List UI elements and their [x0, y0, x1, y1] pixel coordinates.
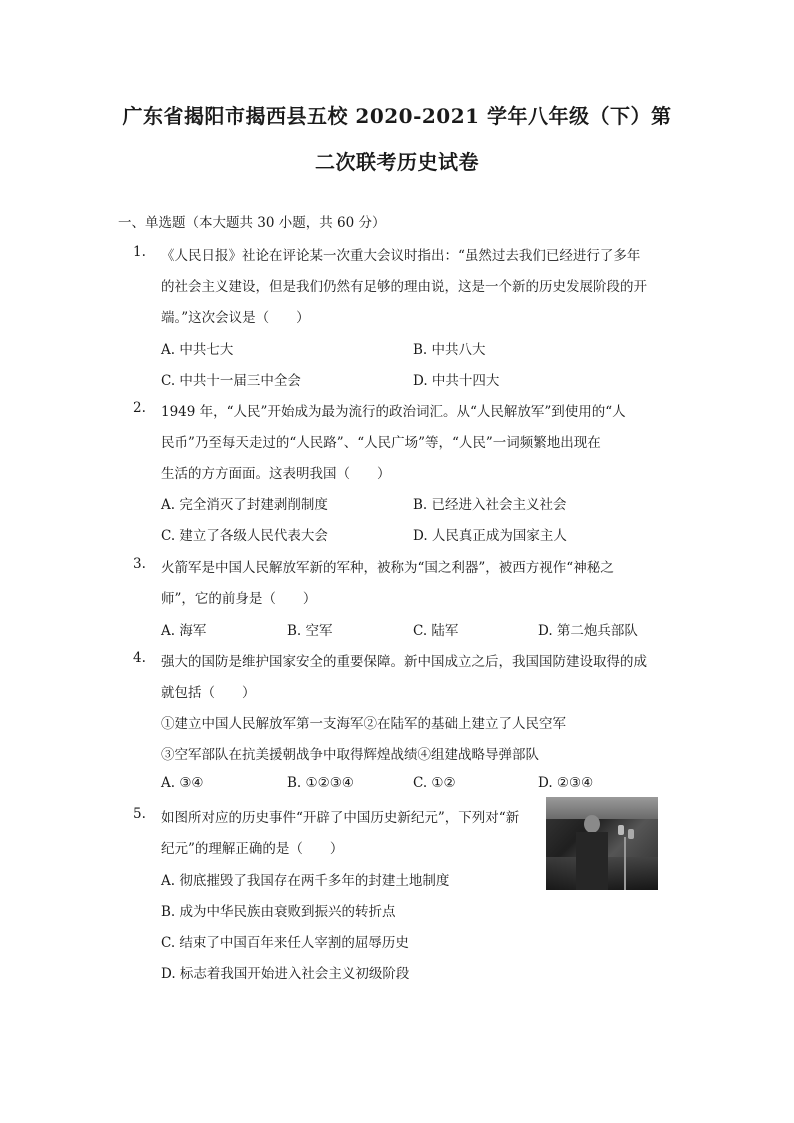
option-c: C. 结束了中国百年来任人宰割的屈辱历史	[161, 935, 409, 951]
option-c: C. ①②	[413, 775, 456, 791]
exam-title-line-2: 二次联考历史试卷	[315, 150, 479, 174]
option-a: A. 彻底摧毁了我国存在两千多年的封建土地制度	[161, 873, 450, 889]
question-text-line: 民币”乃至每天走过的“人民路”、“人民广场”等，“人民”一词频繁地出现在	[161, 435, 601, 451]
option-d: D. 第二炮兵部队	[538, 623, 638, 639]
question-text-line: 就包括（ ）	[161, 685, 256, 701]
question-text-line: 强大的国防是维护国家安全的重要保障。新中国成立之后，我国国防建设取得的成	[161, 654, 647, 670]
microphone-icon	[618, 825, 624, 835]
option-b: B. 已经进入社会主义社会	[413, 497, 567, 513]
question-text-line: 端。”这次会议是（ ）	[161, 310, 310, 326]
option-b: B. ①②③④	[287, 775, 354, 791]
question-number: 5.	[133, 806, 146, 822]
option-b: B. 成为中华民族由衰败到振兴的转折点	[161, 904, 396, 920]
question-number: 4.	[133, 650, 146, 666]
question-text-line: 《人民日报》社论在评论某一次重大会议时指出：“虽然过去我们已经进行了多年	[161, 248, 641, 264]
question-text-line: 生活的方方面面。这表明我国（ ）	[161, 466, 391, 482]
option-c: C. 陆军	[413, 623, 459, 639]
question-text-line: 的社会主义建设，但是我们仍然有足够的理由说，这是一个新的历史发展阶段的开	[161, 279, 647, 295]
question-text-line: 师”，它的前身是（ ）	[161, 591, 317, 607]
option-a: A. 中共七大	[161, 342, 234, 358]
option-d: D. 标志着我国开始进入社会主义初级阶段	[161, 966, 410, 982]
historical-photo	[546, 797, 658, 890]
question-number: 3.	[133, 556, 146, 572]
microphone-icon	[628, 829, 634, 839]
option-d: D. 人民真正成为国家主人	[413, 528, 567, 544]
photo-speaker-head	[584, 815, 600, 833]
question-text-line: 纪元”的理解正确的是（ ）	[161, 841, 344, 857]
question-number: 2.	[133, 400, 146, 416]
option-b: B. 空军	[287, 623, 333, 639]
photo-sky	[546, 797, 658, 819]
photo-microphone-stand	[624, 837, 626, 890]
question-number: 1.	[133, 244, 146, 260]
question-text-line: 1949 年，“人民”开始成为最为流行的政治词汇。从“人民解放军”到使用的“人	[161, 404, 626, 420]
option-a: A. 完全消灭了封建剥削制度	[161, 497, 328, 513]
question-text-line: ③空军部队在抗美援朝战争中取得辉煌战绩④组建战略导弹部队	[161, 747, 539, 763]
option-c: C. 建立了各级人民代表大会	[161, 528, 328, 544]
question-text-line: 如图所对应的历史事件“开辟了中国历史新纪元”，下列对“新	[161, 810, 520, 826]
option-b: B. 中共八大	[413, 342, 486, 358]
question-text-line: 火箭军是中国人民解放军新的军种，被称为“国之利器”，被西方视作“神秘之	[161, 560, 614, 576]
option-d: D. ②③④	[538, 775, 594, 791]
option-a: A. ③④	[161, 775, 204, 791]
exam-title-line-1: 广东省揭阳市揭西县五校 2020-2021 学年八年级（下）第	[122, 104, 672, 128]
photo-speaker-body	[576, 832, 608, 890]
question-text-line: ①建立中国人民解放军第一支海军②在陆军的基础上建立了人民空军	[161, 716, 566, 732]
option-c: C. 中共十一届三中全会	[161, 373, 301, 389]
option-d: D. 中共十四大	[413, 373, 500, 389]
section-heading: 一、单选题（本大题共 30 小题，共 60 分）	[118, 215, 386, 231]
option-a: A. 海军	[161, 623, 207, 639]
